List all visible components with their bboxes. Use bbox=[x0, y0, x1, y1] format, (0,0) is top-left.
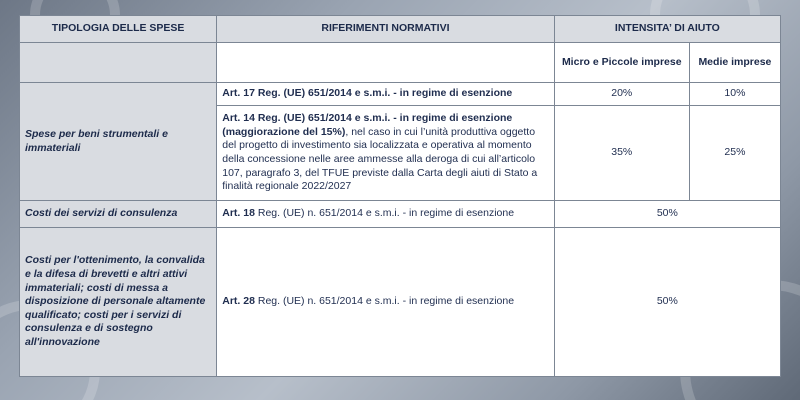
value-cell: 50% bbox=[554, 228, 780, 377]
value-micro-piccole: 20% bbox=[554, 83, 689, 106]
reference-cell bbox=[217, 106, 554, 201]
header-tipologia: TIPOLOGIA DELLE SPESE bbox=[20, 16, 217, 43]
subheader-medie: Medie imprese bbox=[689, 43, 780, 83]
empty-cell bbox=[20, 43, 217, 83]
value-medie: 10% bbox=[689, 83, 780, 106]
table-row bbox=[20, 83, 781, 106]
value-medie: 25% bbox=[689, 106, 780, 201]
reference-text: , nel caso in cui l’unità produttiva oggetto del progetto di investimento sia localizzata e operativa al momento della concessione nelle aree ammesse alla deroga di cui all’articolo 107, paragrafo 3, del TFUE previste dalla Carta degli aiuti di Stato a finalità regionale 2022/2027 bbox=[222, 125, 538, 193]
reference-bold-text: Art. 18 bbox=[222, 207, 255, 220]
reference-cell bbox=[217, 201, 554, 228]
table-subheader-row bbox=[20, 43, 781, 83]
reference-text: Reg. (UE) n. 651/2014 e s.m.i. - in regime di esenzione bbox=[254, 295, 515, 308]
reference-cell bbox=[217, 228, 554, 377]
category-cell: Costi per l'ottenimento, la convalida e la difesa di brevetti e altri attivi immateriali; costi di messa a disposizione di personale altamente qualificato; costi per i servizi di consulenza e di sostegno all'innovazione bbox=[20, 228, 217, 377]
header-intensita: INTENSITA’ DI AIUTO bbox=[554, 16, 780, 43]
table-row bbox=[20, 201, 781, 228]
empty-cell bbox=[217, 43, 554, 83]
table-header-row bbox=[20, 16, 781, 43]
category-cell: Spese per beni strumentali e immateriali bbox=[20, 83, 217, 201]
aid-intensity-table bbox=[19, 15, 781, 377]
table-row bbox=[20, 228, 781, 377]
reference-bold-text: Art. 14 Reg. (UE) 651/2014 e s.m.i. - in regime di esenzione (maggiorazione del 15%) bbox=[222, 112, 513, 138]
reference-bold-text: Art. 17 Reg. (UE) 651/2014 e s.m.i. - in regime di esenzione bbox=[222, 87, 513, 100]
reference-text: Reg. (UE) n. 651/2014 e s.m.i. - in regime di esenzione bbox=[254, 207, 515, 220]
value-micro-piccole: 35% bbox=[554, 106, 689, 201]
reference-cell bbox=[217, 83, 554, 106]
subheader-micro-piccole: Micro e Piccole imprese bbox=[554, 43, 689, 83]
value-cell: 50% bbox=[554, 201, 780, 228]
reference-bold-text: Art. 28 bbox=[222, 295, 255, 308]
header-riferimenti: RIFERIMENTI NORMATIVI bbox=[217, 16, 554, 43]
category-cell: Costi dei servizi di consulenza bbox=[20, 201, 217, 228]
